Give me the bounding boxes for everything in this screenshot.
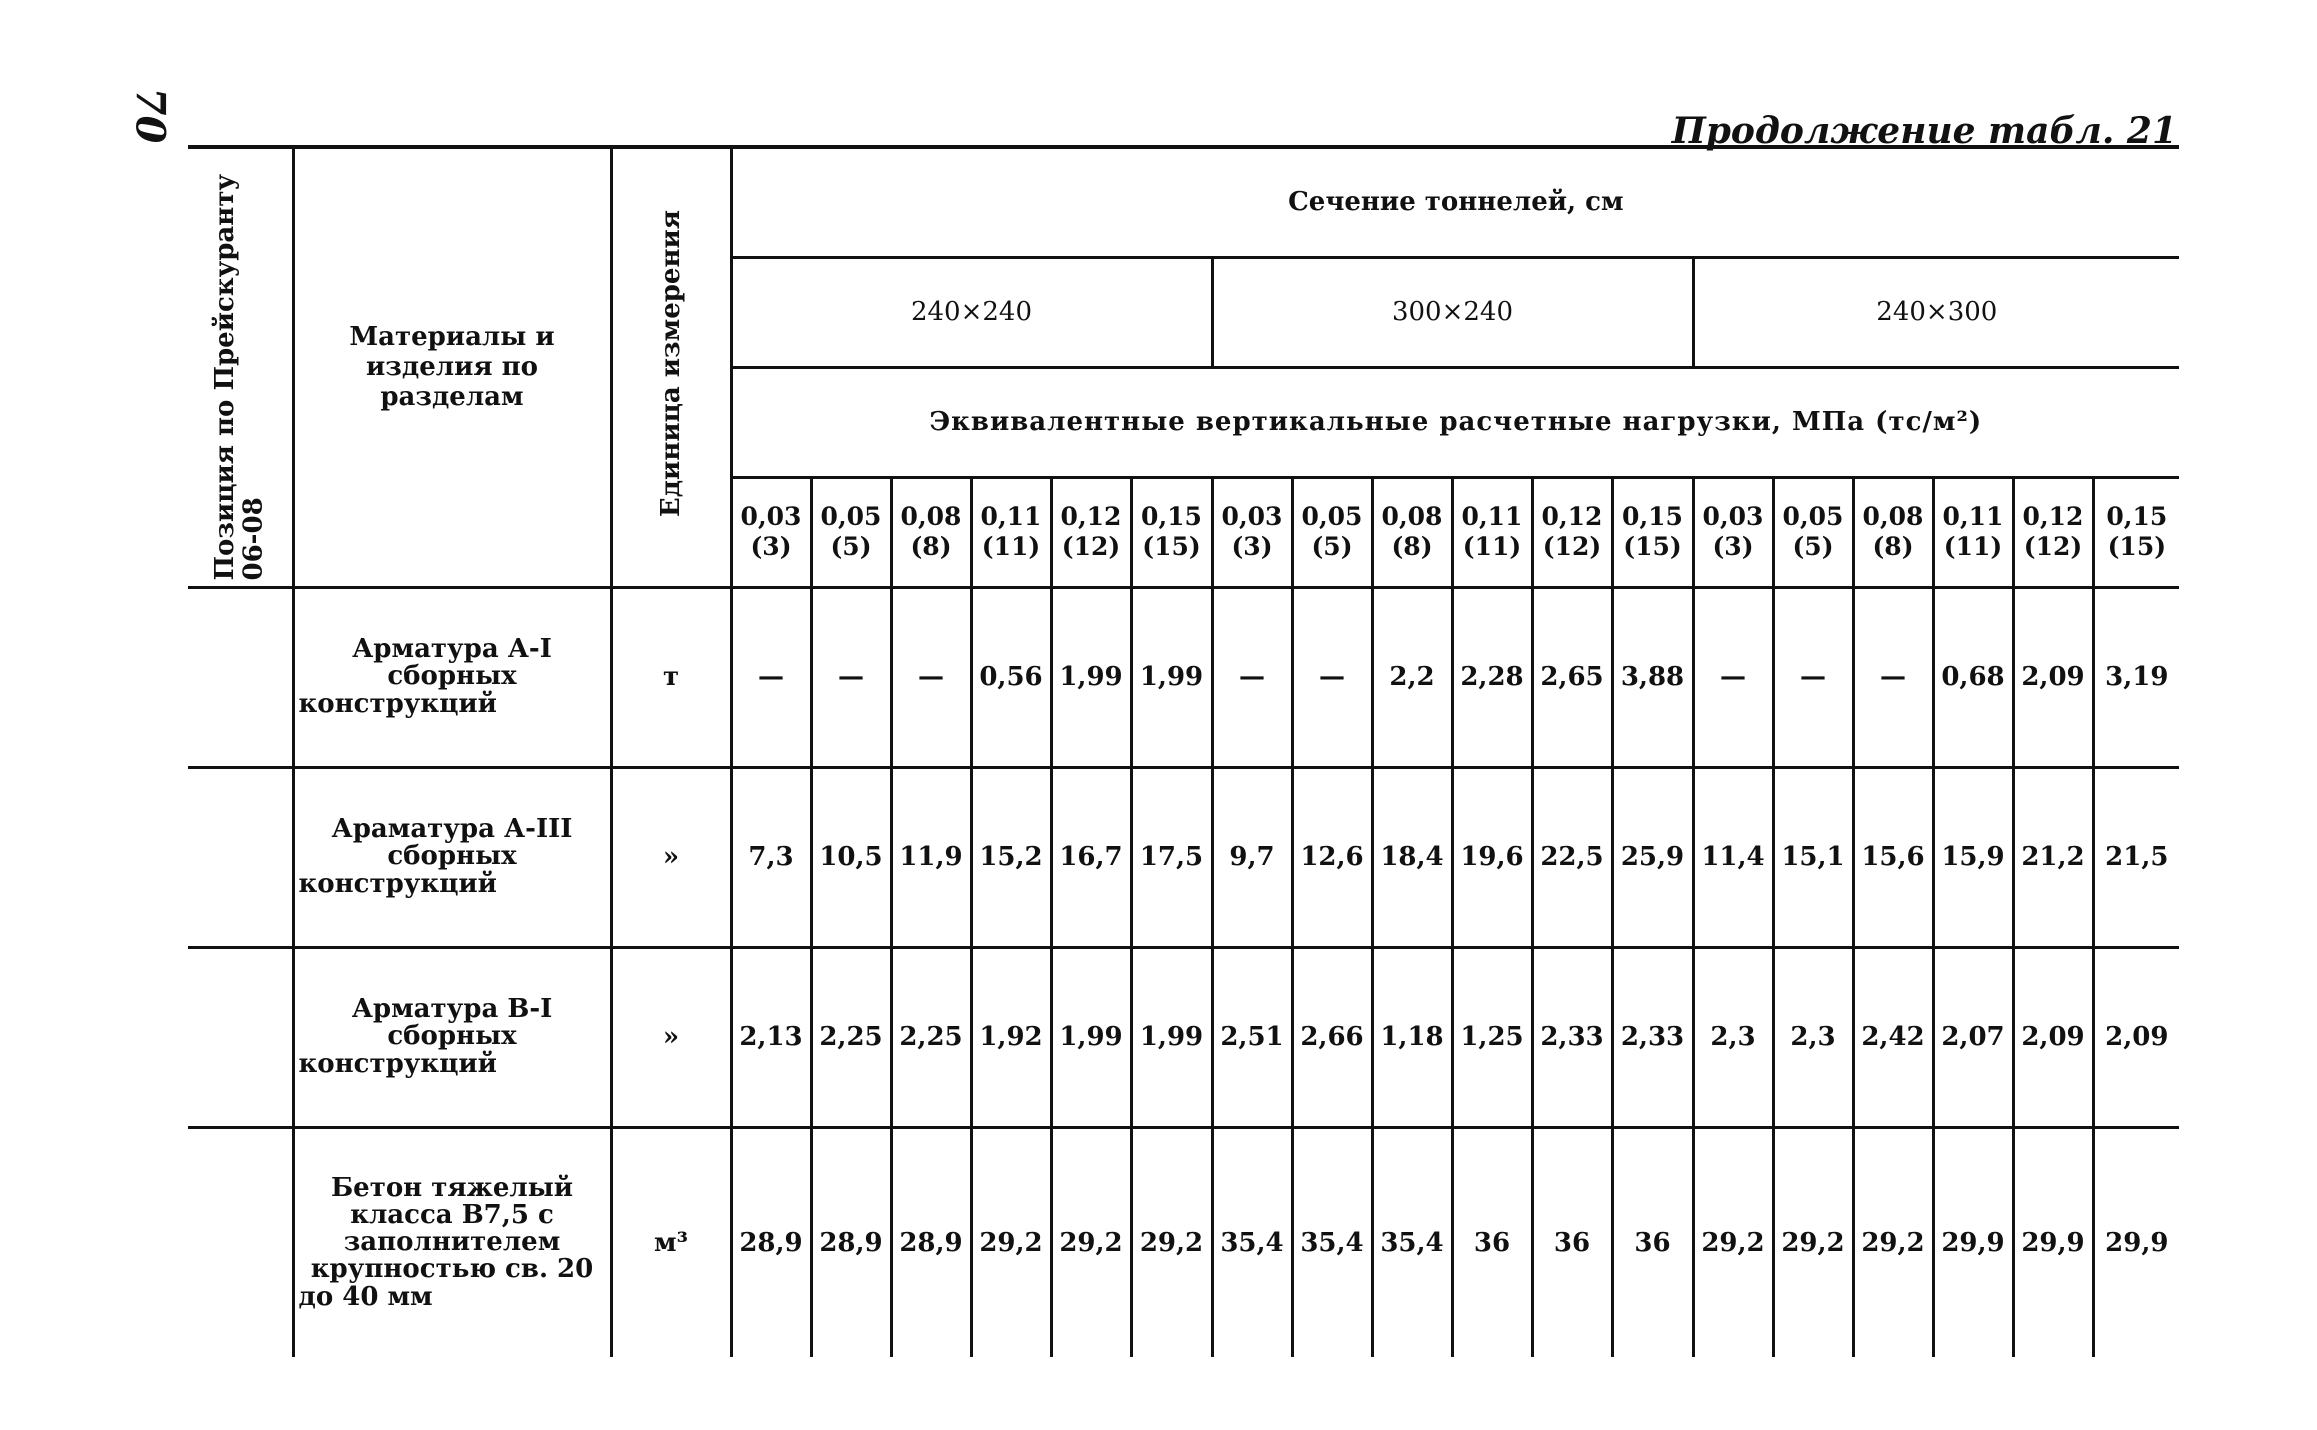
value-cell: 15,1 [1773,767,1853,947]
material-cell: Арматура А-I сборных конструкций [293,587,611,767]
section-240x240: 240×240 [731,257,1212,367]
value-cell: 3,19 [2093,587,2179,767]
value-cell: 29,2 [1051,1127,1131,1357]
table-row [188,1127,2179,1357]
value-cell: — [1853,587,1933,767]
value-cell: 2,2 [1372,587,1452,767]
value-cell: 1,18 [1372,947,1452,1127]
value-cell: 28,9 [731,1127,811,1357]
value-cell: 35,4 [1212,1127,1292,1357]
value-cell: 28,9 [891,1127,971,1357]
material-cell: Араматура А-III сборных конструкций [293,767,611,947]
value-cell: — [1212,587,1292,767]
value-cell: 2,09 [2013,587,2093,767]
value-cell: 17,5 [1131,767,1212,947]
value-cell: 25,9 [1612,767,1693,947]
value-cell: 2,25 [891,947,971,1127]
value-cell: — [891,587,971,767]
section-header-text: Сечение тоннелей, см [1288,187,1624,218]
value-cell: 0,56 [971,587,1051,767]
value-cell: 29,2 [1693,1127,1773,1357]
value-cell: 2,09 [2013,947,2093,1127]
materials-table [188,145,2179,1357]
value-cell: 2,07 [1933,947,2013,1127]
unit-cell: м³ [611,1127,731,1357]
value-cell: 19,6 [1452,767,1532,947]
materials-header-text: Материалы и изделия по разделам [349,322,555,413]
load-cell: 0,08 (8) [1853,477,1933,587]
value-cell: 36 [1532,1127,1612,1357]
value-cell: 11,9 [891,767,971,947]
value-cell: 29,9 [2013,1127,2093,1357]
value-cell: 11,4 [1693,767,1773,947]
unit-header-text: Единица измерения [655,210,686,518]
value-cell: 29,2 [1131,1127,1212,1357]
load-cell: 0,03 (3) [1693,477,1773,587]
load-cell: 0,03 (3) [1212,477,1292,587]
value-cell: 2,66 [1292,947,1372,1127]
table-body [188,587,2179,1357]
section-header [731,147,2179,257]
value-cell: 15,2 [971,767,1051,947]
value-cell: 1,99 [1051,947,1131,1127]
table-row [188,947,2179,1127]
value-cell: 29,2 [1773,1127,1853,1357]
page-number: 70 [126,87,174,144]
value-cell: 9,7 [1212,767,1292,947]
unit-header [611,147,731,587]
position-header [188,147,293,587]
position-cell [188,1127,293,1357]
position-cell [188,947,293,1127]
value-cell: 15,9 [1933,767,2013,947]
position-header-text: Позиция по Прейскуранту 06-08 [210,173,269,580]
value-cell: 36 [1452,1127,1532,1357]
value-cell: 10,5 [811,767,891,947]
unit-cell: » [611,947,731,1127]
value-cell: 12,6 [1292,767,1372,947]
value-cell: 1,99 [1131,587,1212,767]
value-cell: — [1292,587,1372,767]
material-cell: Бетон тяжелый класса В7,5 с заполнителем крупностью св. 20 до 40 мм [293,1127,611,1357]
position-cell [188,587,293,767]
value-cell: 2,13 [731,947,811,1127]
value-cell: 28,9 [811,1127,891,1357]
value-cell: 21,5 [2093,767,2179,947]
value-cell: 16,7 [1051,767,1131,947]
value-cell: 2,33 [1612,947,1693,1127]
load-cell: 0,08 (8) [891,477,971,587]
load-cell: 0,05 (5) [1292,477,1372,587]
load-cell: 0,12 (12) [1532,477,1612,587]
unit-cell: » [611,767,731,947]
load-cell: 0,12 (12) [2013,477,2093,587]
value-cell: 2,09 [2093,947,2179,1127]
value-cell: — [811,587,891,767]
value-cell: 35,4 [1292,1127,1372,1357]
load-cell: 0,05 (5) [1773,477,1853,587]
value-cell: 21,2 [2013,767,2093,947]
load-cell: 0,08 (8) [1372,477,1452,587]
value-cell: 2,3 [1693,947,1773,1127]
value-cell: 29,2 [1853,1127,1933,1357]
loads-header [731,367,2179,477]
value-cell: — [731,587,811,767]
load-cell: 0,03 (3) [731,477,811,587]
value-cell: 1,99 [1051,587,1131,767]
value-cell: 29,9 [1933,1127,2013,1357]
value-cell: 29,2 [971,1127,1051,1357]
load-cell: 0,15 (15) [2093,477,2179,587]
value-cell: 1,92 [971,947,1051,1127]
value-cell: 2,42 [1853,947,1933,1127]
table-row [188,767,2179,947]
load-cell: 0,15 (15) [1131,477,1212,587]
material-cell: Арматура В-I сборных конструкций [293,947,611,1127]
value-cell: 2,65 [1532,587,1612,767]
load-cell: 0,11 (11) [1452,477,1532,587]
load-cell: 0,05 (5) [811,477,891,587]
value-cell: 2,28 [1452,587,1532,767]
section-300x240: 300×240 [1212,257,1693,367]
section-240x300: 240×300 [1693,257,2179,367]
value-cell: — [1693,587,1773,767]
value-cell: 2,3 [1773,947,1853,1127]
value-cell: 1,99 [1131,947,1212,1127]
unit-cell: т [611,587,731,767]
value-cell: 0,68 [1933,587,2013,767]
materials-header [293,147,611,587]
loads-header-text: Эквивалентные вертикальные расчетные нагрузки, МПа (тс/м²) [929,407,1983,437]
value-cell: 3,88 [1612,587,1693,767]
table-caption: Продолжение табл. 21 [1671,110,2177,152]
value-cell: 15,6 [1853,767,1933,947]
value-cell: 2,51 [1212,947,1292,1127]
value-cell: 35,4 [1372,1127,1452,1357]
load-cell: 0,12 (12) [1051,477,1131,587]
value-cell: 7,3 [731,767,811,947]
load-cell: 0,11 (11) [1933,477,2013,587]
value-cell: — [1773,587,1853,767]
value-cell: 36 [1612,1127,1693,1357]
value-cell: 22,5 [1532,767,1612,947]
value-cell: 1,25 [1452,947,1532,1127]
value-cell: 2,25 [811,947,891,1127]
position-cell [188,767,293,947]
load-cell: 0,15 (15) [1612,477,1693,587]
table-row [188,587,2179,767]
value-cell: 18,4 [1372,767,1452,947]
value-cell: 29,9 [2093,1127,2179,1357]
value-cell: 2,33 [1532,947,1612,1127]
load-cell: 0,11 (11) [971,477,1051,587]
